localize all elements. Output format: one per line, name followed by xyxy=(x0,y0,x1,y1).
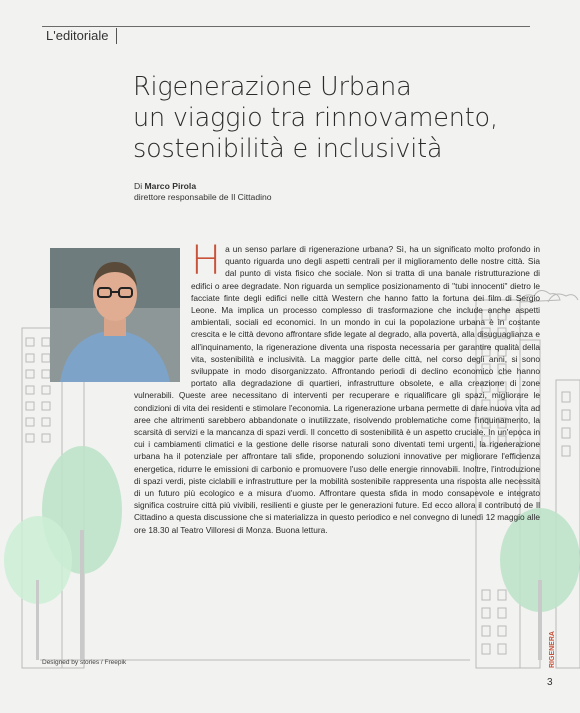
author-name: Marco Pirola xyxy=(144,181,197,191)
title-line-3: sostenibilità e inclusività xyxy=(133,134,443,164)
illustration-credit: Designed by stories / Freepik xyxy=(42,659,127,666)
article-body-text: a un senso parlare di rigenerazione urbana? Sì, ha un significato molto profondo in quanto riguarda uno degli aspetti centrali per il miglioramento delle nostre città. Sia dal punto di vista fisico che sociale. Non si tratta di una banale ristrutturazione di edifici o aree degradate. Non riguarda un semplice posizionamento di "tubi innocenti" dietro le facciate finte degli edifici nelle città Western che hanno fatto la fortuna dei film di Sergio Leone. Ma implica un processo complesso di trasformazione che include anche aspetti ambientali, sociali ed economici. In un mondo in cui la popolazione urbana è in costante crescita e le città devono affrontare sfide legate al degrado, alla povertà, alla disuguaglianza e all'inquinamento, la rigenerazione diventa una risposta necessaria per garantire qualità della vita, sostenibilità e inclusività. La maggior parte delle città, nel corso degli anni, si sono sviluppate in modo disorganizzato. Affrontando periodi di declino economico che hanno portato alla degradazione di quartieri, infrastrutture obsolete, e alla creazione di zone vulnerabili. Queste aree necessitano di interventi per recuperare e riqualificare gli spazi, migliorare le condizioni di vita dei residenti e stimolare l'economia. La rigenerazione urbana permette di dare nuova vita ad aree che altrimenti sarebbero abbandonate o inutilizzate, risolvendo problematiche come l'inquinamento, la scarsità di servizi e la mancanza di spazi verdi. Il concetto di sostenibilità è un aspetto cruciale. In un'epoca in cui i cambiamenti climatici e la gestione delle risorse naturali sono diventati temi urgenti, la rigenerazione urbana ha il potenziale per affrontare tali sfide, proponendo soluzioni innovative per migliorare l'efficienza energetica, ridurre le emissioni di carbonio e promuovere l'uso delle energie rinnovabili. Inoltre, l'introduzione di spazi verdi, piste ciclabili e infrastrutture per la mobilità sostenibile rappresenta una risposta alle necessità di un futuro più ecologico e a misura d'uomo. Affrontare questa sfida in modo consapevole e integrato significa costruire città più vivibili, resilienti e giuste per le generazioni future. Ed ecco allora il contributo de Il Cittadino a questa discussione che si materializza in questo periodico e nel convegno di lunedì 12 maggio alle ore 18.30 al Teatro Villoresi di Monza. Buona lettura. xyxy=(134,244,540,535)
page-number: 3 xyxy=(547,677,553,688)
section-label: L'editoriale xyxy=(46,28,117,44)
header-rule xyxy=(42,26,530,27)
article-body xyxy=(134,238,540,536)
title-line-2: un viaggio tra rinnovamento, xyxy=(133,103,498,133)
photo-wrap-space xyxy=(134,243,191,385)
author-role: direttore responsabile de Il Cittadino xyxy=(134,192,272,202)
byline xyxy=(134,181,272,203)
brand-logo xyxy=(546,620,556,668)
byline-prefix: Di xyxy=(134,181,145,191)
brand-logo-text: RIGENERA xyxy=(549,631,556,668)
title-line-1: Rigenerazione Urbana xyxy=(133,72,412,102)
drop-cap: H xyxy=(191,238,222,284)
article-title xyxy=(133,72,553,165)
left-building-windows xyxy=(26,338,50,442)
